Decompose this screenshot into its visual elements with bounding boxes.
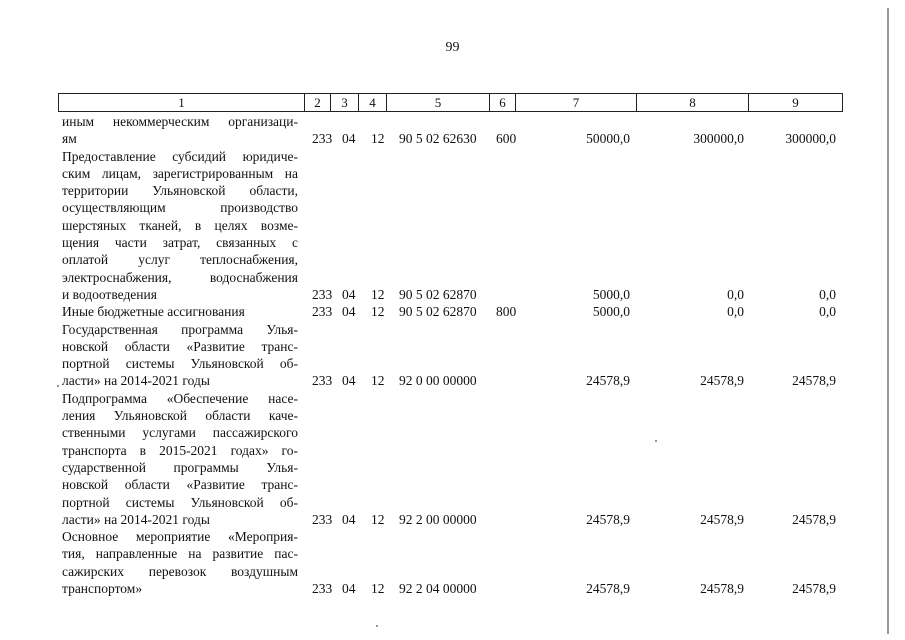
row-value-col9: 24578,9 xyxy=(792,373,836,389)
row-section-code: 04 xyxy=(342,304,356,320)
page-number: 99 xyxy=(445,40,460,55)
header-col-2: 2 xyxy=(305,94,331,112)
row-value-col7: 5000,0 xyxy=(592,286,630,302)
scan-speck xyxy=(376,625,378,627)
description-line: электроснабжения, водоснабжения xyxy=(62,269,298,285)
description-line: Предоставление субсидий юридиче- xyxy=(62,148,298,164)
header-col-3: 3 xyxy=(331,94,359,112)
row-subsection-code: 12 xyxy=(371,373,385,389)
row-section-code: 04 xyxy=(342,373,356,389)
header-col-8: 8 xyxy=(637,94,749,112)
row-value-col7: 24578,9 xyxy=(586,581,630,597)
row-grbs-code: 233 xyxy=(312,511,333,527)
row-target-article: 92 2 04 00000 xyxy=(399,581,477,597)
row-value-col8: 24578,9 xyxy=(700,581,744,597)
row-value-col7: 5000,0 xyxy=(592,304,630,320)
row-subsection-code: 12 xyxy=(371,131,385,147)
row-grbs-code: 233 xyxy=(312,286,333,302)
table-row xyxy=(0,148,905,304)
scan-speck xyxy=(57,385,59,387)
row-expense-type: 800 xyxy=(496,304,517,320)
row-value-col8: 24578,9 xyxy=(700,511,744,527)
row-description xyxy=(62,390,298,528)
row-value-col9: 0,0 xyxy=(819,286,836,302)
description-line: оплатой услуг теплоснабжения, xyxy=(62,252,298,268)
row-expense-type: 600 xyxy=(496,131,517,147)
description-line: ским лицам, зарегистрированным на xyxy=(62,165,298,181)
row-target-article: 92 0 00 00000 xyxy=(399,373,477,389)
description-line: и водоотведения xyxy=(62,286,157,302)
row-description xyxy=(62,321,298,390)
row-subsection-code: 12 xyxy=(371,511,385,527)
description-line: ласти» на 2014-2021 годы xyxy=(62,511,210,527)
description-line: Подпрограмма «Обеспечение насе- xyxy=(62,390,298,406)
description-line: транспорта в 2015-2021 годах» го- xyxy=(62,442,298,458)
row-value-col8: 24578,9 xyxy=(700,373,744,389)
row-grbs-code: 233 xyxy=(312,581,333,597)
row-description xyxy=(62,113,298,148)
scan-speck xyxy=(655,440,657,442)
description-line: шерстяных тканей, в целях возме- xyxy=(62,217,298,233)
table-row xyxy=(0,113,905,148)
description-line: транспортом» xyxy=(62,581,143,597)
header-col-5: 5 xyxy=(387,94,490,112)
row-grbs-code: 233 xyxy=(312,131,333,147)
row-value-col7: 24578,9 xyxy=(586,373,630,389)
row-value-col9: 24578,9 xyxy=(792,581,836,597)
row-description xyxy=(62,148,298,304)
row-section-code: 04 xyxy=(342,286,356,302)
row-section-code: 04 xyxy=(342,511,356,527)
table-row xyxy=(0,303,905,320)
table-row xyxy=(0,390,905,528)
row-target-article: 90 5 02 62870 xyxy=(399,304,477,320)
description-line: ления Ульяновской области каче- xyxy=(62,408,298,424)
header-col-6: 6 xyxy=(490,94,516,112)
header-col-7: 7 xyxy=(516,94,637,112)
row-section-code: 04 xyxy=(342,581,356,597)
row-value-col7: 24578,9 xyxy=(586,511,630,527)
description-line: Государственная программа Улья- xyxy=(62,321,298,337)
row-value-col7: 50000,0 xyxy=(586,131,630,147)
description-line: сажирских перевозок воздушным xyxy=(62,563,298,579)
description-line: портной системы Ульяновской об- xyxy=(62,356,298,372)
header-col-1: 1 xyxy=(59,94,305,112)
row-description xyxy=(62,303,298,320)
row-value-col9: 300000,0 xyxy=(785,131,836,147)
row-grbs-code: 233 xyxy=(312,373,333,389)
description-line: ям xyxy=(62,131,77,147)
row-subsection-code: 12 xyxy=(371,286,385,302)
row-description xyxy=(62,528,298,597)
description-line: осуществляющим производство xyxy=(62,200,298,216)
table-row xyxy=(0,321,905,390)
row-grbs-code: 233 xyxy=(312,304,333,320)
row-value-col9: 0,0 xyxy=(819,304,836,320)
header-col-4: 4 xyxy=(359,94,387,112)
row-value-col8: 0,0 xyxy=(727,286,744,302)
row-target-article: 90 5 02 62630 xyxy=(399,131,477,147)
description-line: новской области «Развитие транс- xyxy=(62,477,298,493)
description-line: Основное мероприятие «Мероприя- xyxy=(62,529,298,545)
header-col-9: 9 xyxy=(749,94,843,112)
row-section-code: 04 xyxy=(342,131,356,147)
row-target-article: 92 2 00 00000 xyxy=(399,511,477,527)
row-value-col8: 0,0 xyxy=(727,304,744,320)
row-value-col9: 24578,9 xyxy=(792,511,836,527)
row-subsection-code: 12 xyxy=(371,304,385,320)
description-line: Иные бюджетные ассигнования xyxy=(62,304,245,320)
row-value-col8: 300000,0 xyxy=(693,131,744,147)
description-line: сударственной программы Улья- xyxy=(62,459,298,475)
description-line: территории Ульяновской области, xyxy=(62,183,298,199)
table-header xyxy=(58,93,843,112)
row-subsection-code: 12 xyxy=(371,581,385,597)
table-row xyxy=(0,528,905,597)
description-line: портной системы Ульяновской об- xyxy=(62,494,298,510)
description-line: новской области «Развитие транс- xyxy=(62,338,298,354)
description-line: иным некоммерческим организаци- xyxy=(62,114,298,129)
description-line: ласти» на 2014-2021 годы xyxy=(62,373,210,389)
description-line: ственными услугами пассажирского xyxy=(62,425,298,441)
row-target-article: 90 5 02 62870 xyxy=(399,286,477,302)
description-line: щения части затрат, связанных с xyxy=(62,235,298,251)
description-line: тия, направленные на развитие пас- xyxy=(62,546,298,562)
